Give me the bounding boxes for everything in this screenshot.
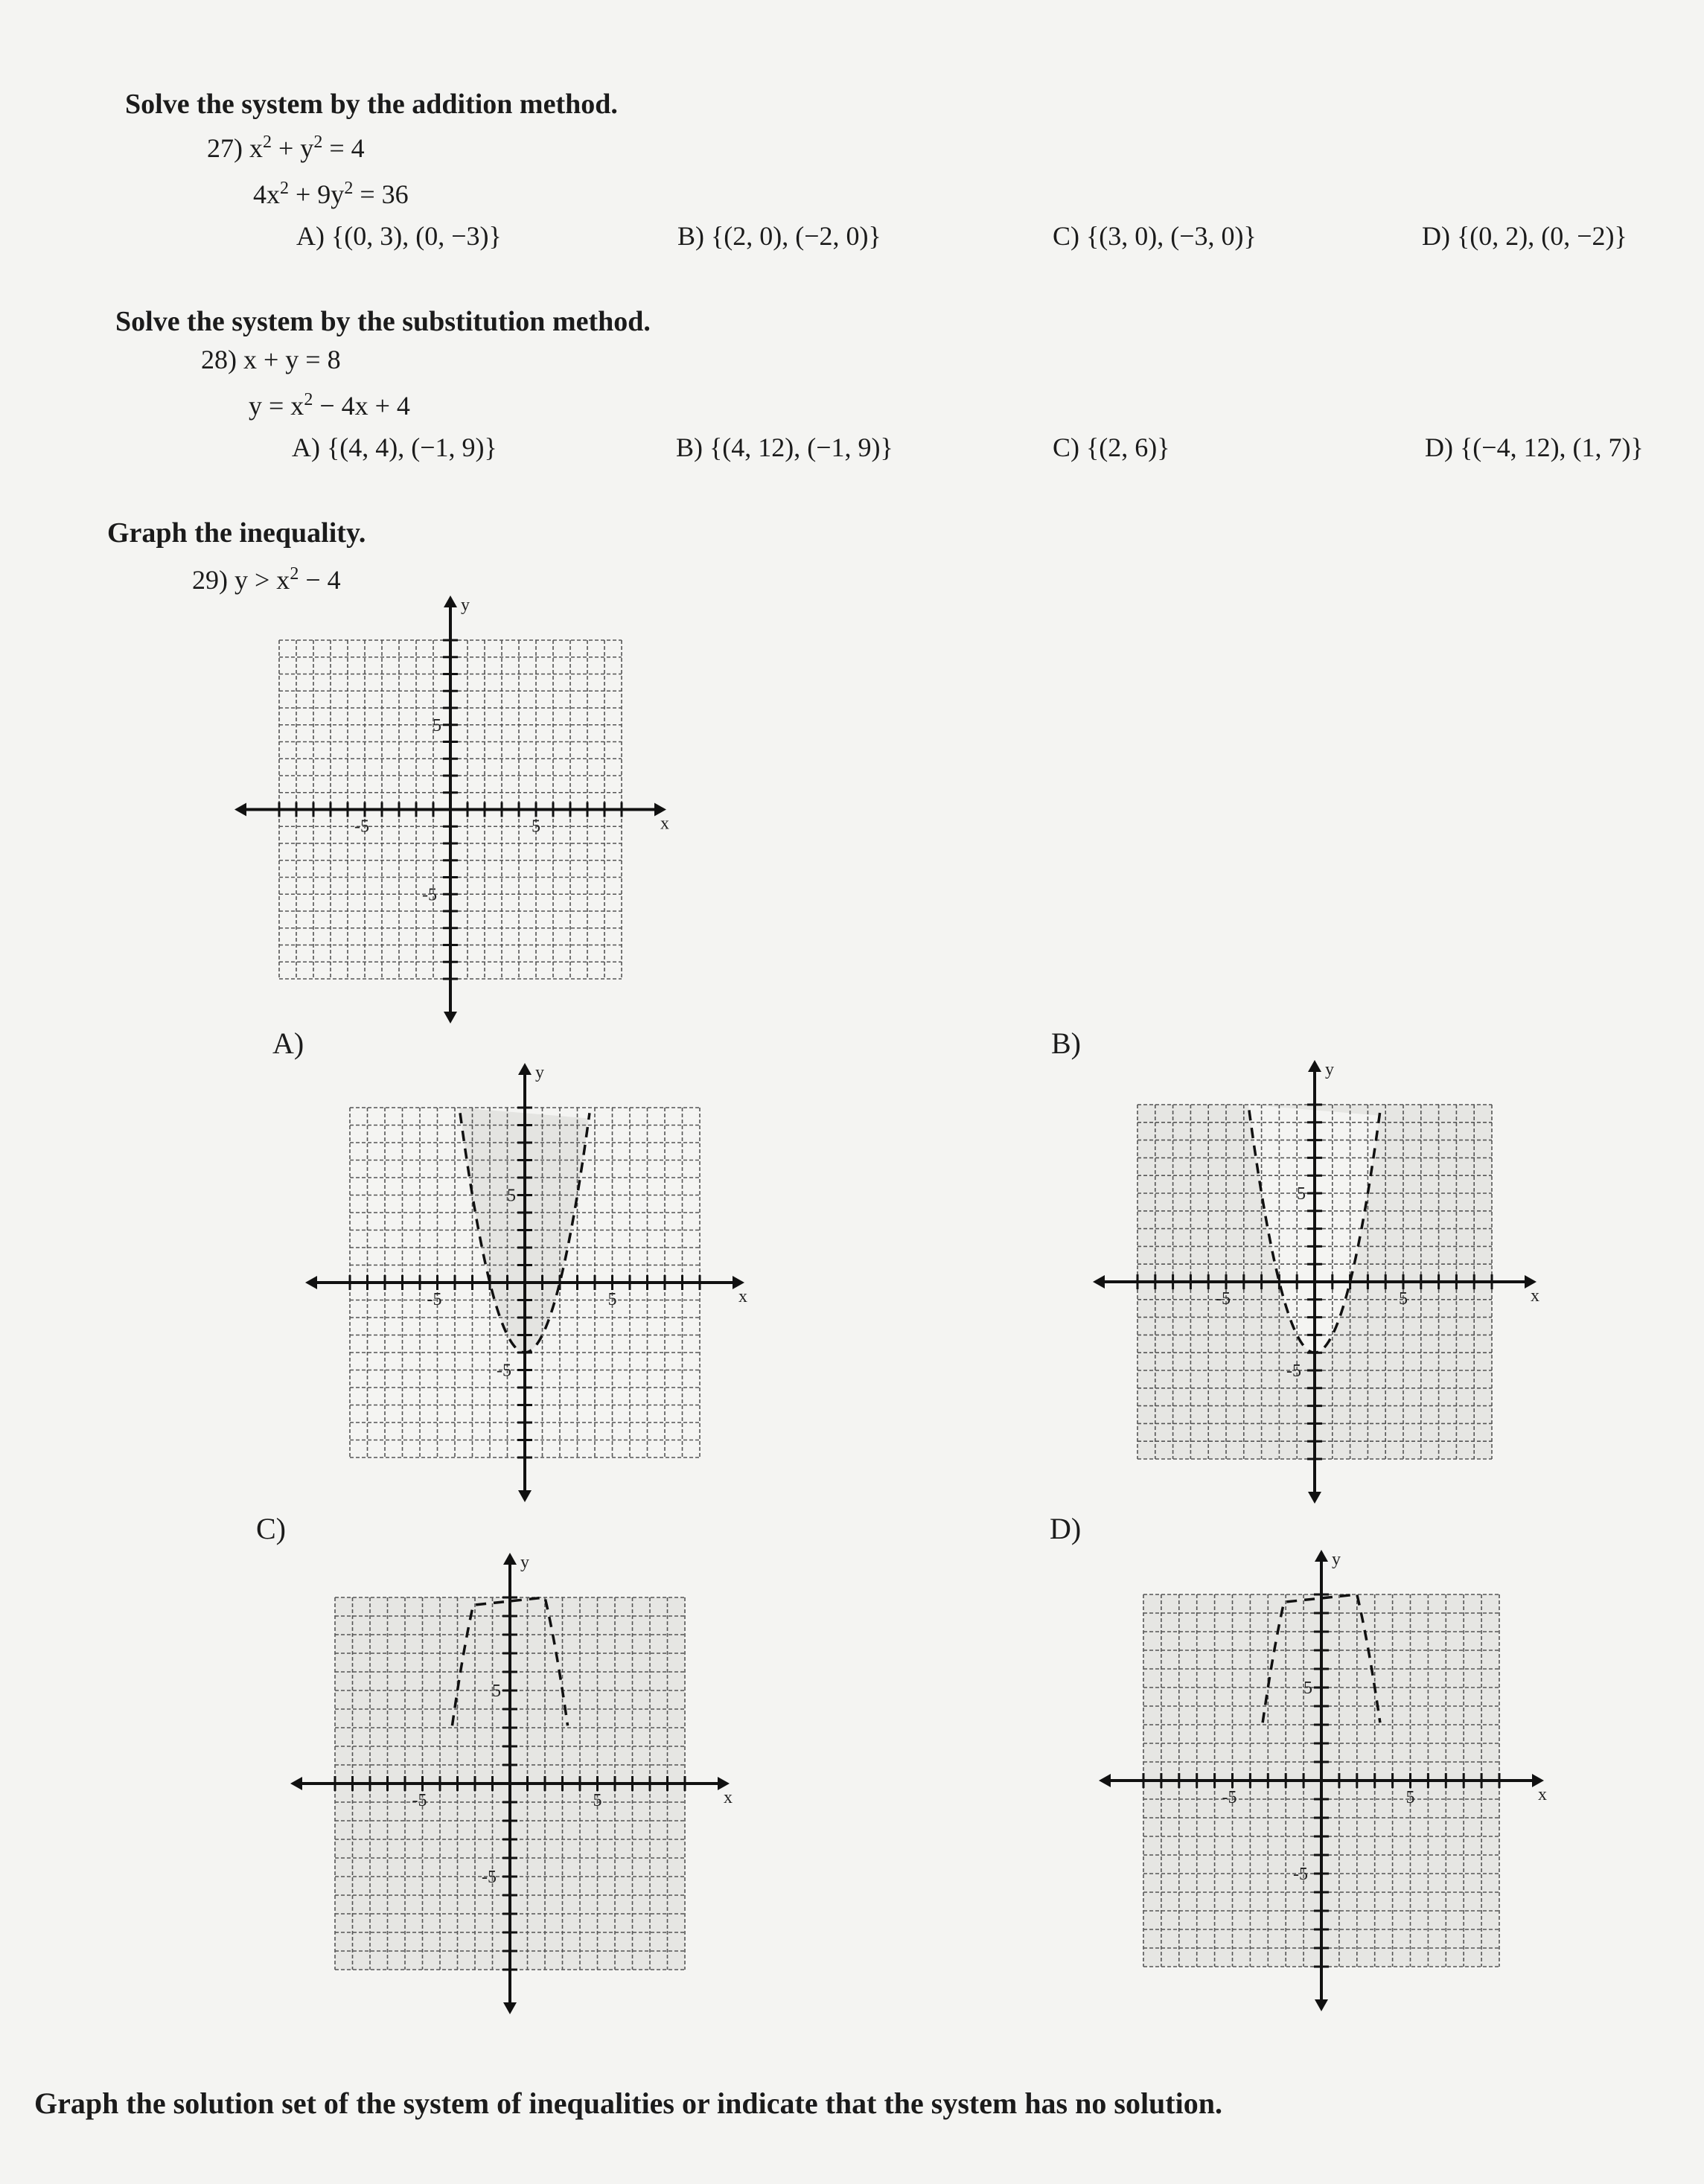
- choice-text: {(4, 4), (−1, 9)}: [327, 432, 497, 462]
- tick-label-y-neg5: -5: [497, 1361, 511, 1381]
- graph-label-d: D): [1050, 1512, 1082, 1545]
- problem-27-eq1: [207, 132, 365, 164]
- choice-text: {(2, 0), (−2, 0)}: [711, 221, 881, 251]
- y-axis-label: y: [461, 596, 470, 615]
- x-axis-arrow-left: [305, 1276, 317, 1289]
- graph-choice-a: [298, 1056, 752, 1510]
- graph-choice-c: [283, 1545, 737, 2022]
- question-blank-grid: [227, 588, 674, 1031]
- tick-label-y-neg5: -5: [1293, 1865, 1308, 1884]
- exponent: 2: [263, 132, 272, 152]
- y-axis-arrow-down: [518, 1490, 532, 1502]
- eq-text: y > x: [234, 565, 290, 595]
- tick-label-x-5: 5: [1405, 1788, 1415, 1807]
- choice-28-b: [676, 432, 893, 463]
- tick-label-x-5: 5: [1399, 1289, 1408, 1309]
- graph-label-b: B): [1051, 1026, 1081, 1060]
- tick-label-x-5: 5: [532, 817, 540, 837]
- x-axis-arrow-left: [1099, 1774, 1111, 1787]
- choice-text: {(2, 6)}: [1086, 432, 1170, 462]
- eq-text: = 36: [353, 179, 409, 209]
- graph-body: [305, 1063, 747, 1502]
- problem-27-eq2: [253, 179, 409, 210]
- y-axis-label: y: [520, 1553, 529, 1572]
- eq-text: = 4: [322, 133, 365, 163]
- graph-body: [1099, 1550, 1547, 2011]
- y-axis-arrow-up: [503, 1553, 517, 1565]
- eq-text: y = x: [249, 391, 304, 421]
- graph-label-a: A): [272, 1026, 304, 1060]
- choice-letter: B): [676, 432, 703, 462]
- x-axis-label: x: [738, 1287, 747, 1306]
- choice-letter: C): [1053, 432, 1079, 462]
- tick-label-y-5: 5: [433, 715, 441, 735]
- tick-label-y-neg5: -5: [482, 1868, 497, 1887]
- choice-text: {(3, 0), (−3, 0)}: [1086, 221, 1257, 251]
- exponent: 2: [344, 179, 354, 198]
- eq-text: 4x: [253, 179, 280, 209]
- y-axis-arrow-down: [444, 1012, 457, 1024]
- choice-27-a: [296, 220, 502, 252]
- exponent: 2: [290, 564, 299, 584]
- x-axis-label: x: [724, 1788, 733, 1807]
- choice-letter: D): [1422, 221, 1450, 251]
- graph-body: [290, 1553, 733, 2014]
- x-axis-arrow-left: [290, 1777, 302, 1790]
- graph-body: [1093, 1060, 1539, 1504]
- choice-letter: C): [1053, 221, 1079, 251]
- graph-label-c: C): [256, 1512, 286, 1545]
- x-axis-label: x: [1538, 1785, 1547, 1804]
- tick-label-y-5: 5: [1297, 1184, 1306, 1204]
- choice-28-c: [1053, 432, 1170, 463]
- tick-label-y-neg5: -5: [1286, 1361, 1301, 1381]
- choice-letter: B): [677, 221, 704, 251]
- y-axis-arrow-up: [1315, 1550, 1328, 1562]
- choice-letter: A): [292, 432, 320, 462]
- footer-instruction: Graph the solution set of the system of inequalities or indicate that the system has no solution.: [34, 2086, 1222, 2120]
- choice-27-c: [1053, 220, 1257, 252]
- choice-28-d: [1425, 432, 1644, 463]
- choice-letter: D): [1425, 432, 1453, 462]
- tick-label-x-5: 5: [607, 1290, 617, 1309]
- eq-text: + 9y: [289, 179, 345, 209]
- choice-text: {(−4, 12), (1, 7)}: [1460, 432, 1644, 462]
- tick-label-x-neg5: -5: [412, 1791, 427, 1810]
- problem-number: 29): [192, 565, 228, 595]
- section-heading-addition: Solve the system by the addition method.: [125, 89, 618, 120]
- y-axis-arrow-up: [1308, 1060, 1321, 1072]
- y-axis-arrow-up: [444, 596, 457, 607]
- y-axis-label: y: [535, 1063, 544, 1082]
- exponent: 2: [313, 132, 323, 152]
- x-axis-label: x: [1531, 1286, 1539, 1306]
- eq-text: − 4x + 4: [313, 391, 410, 421]
- tick-label-y-neg5: -5: [422, 885, 437, 905]
- tick-label-y-5: 5: [507, 1186, 516, 1206]
- section-heading-graph: Graph the inequality.: [107, 517, 366, 549]
- eq-text: x + y = 8: [243, 345, 341, 374]
- section-heading-substitution: Solve the system by the substitution method.: [115, 306, 651, 337]
- choice-text: {(4, 12), (−1, 9)}: [709, 432, 893, 462]
- choice-letter: A): [296, 221, 325, 251]
- tick-label-y-5: 5: [492, 1682, 501, 1701]
- problem-28-eq1: [201, 344, 341, 375]
- problem-28-eq2: [249, 390, 410, 421]
- eq-text: − 4: [299, 565, 341, 595]
- y-axis-arrow-up: [518, 1063, 532, 1075]
- y-axis-arrow-down: [503, 2002, 517, 2014]
- x-axis-arrow-left: [234, 803, 246, 817]
- choice-text: {(0, 3), (0, −3)}: [331, 221, 502, 251]
- eq-text: x: [249, 133, 263, 163]
- problem-number: 27): [207, 133, 243, 163]
- graph-choice-b: [1085, 1053, 1544, 1511]
- exponent: 2: [280, 179, 289, 198]
- eq-text: + y: [272, 133, 314, 163]
- graph-choice-d: [1091, 1542, 1551, 2019]
- choice-text: {(0, 2), (0, −2)}: [1457, 221, 1627, 251]
- y-axis-label: y: [1325, 1060, 1334, 1079]
- choice-27-b: [677, 220, 881, 252]
- choice-28-a: [292, 432, 497, 463]
- y-axis-label: y: [1332, 1550, 1341, 1569]
- choice-27-d: [1422, 220, 1627, 252]
- y-axis-arrow-down: [1315, 1999, 1328, 2011]
- x-axis-arrow-left: [1093, 1275, 1105, 1289]
- graph-body: [234, 596, 669, 1024]
- tick-label-x-5: 5: [593, 1791, 602, 1810]
- tick-label-x-neg5: -5: [1222, 1788, 1237, 1807]
- tick-label-x-neg5: -5: [1216, 1289, 1231, 1309]
- x-axis-label: x: [660, 814, 669, 834]
- exponent: 2: [304, 390, 313, 409]
- tick-label-y-5: 5: [1303, 1679, 1312, 1698]
- tick-label-x-neg5: -5: [427, 1290, 442, 1309]
- problem-number: 28): [201, 345, 237, 374]
- y-axis-arrow-down: [1308, 1492, 1321, 1504]
- tick-label-x-neg5: -5: [354, 817, 369, 837]
